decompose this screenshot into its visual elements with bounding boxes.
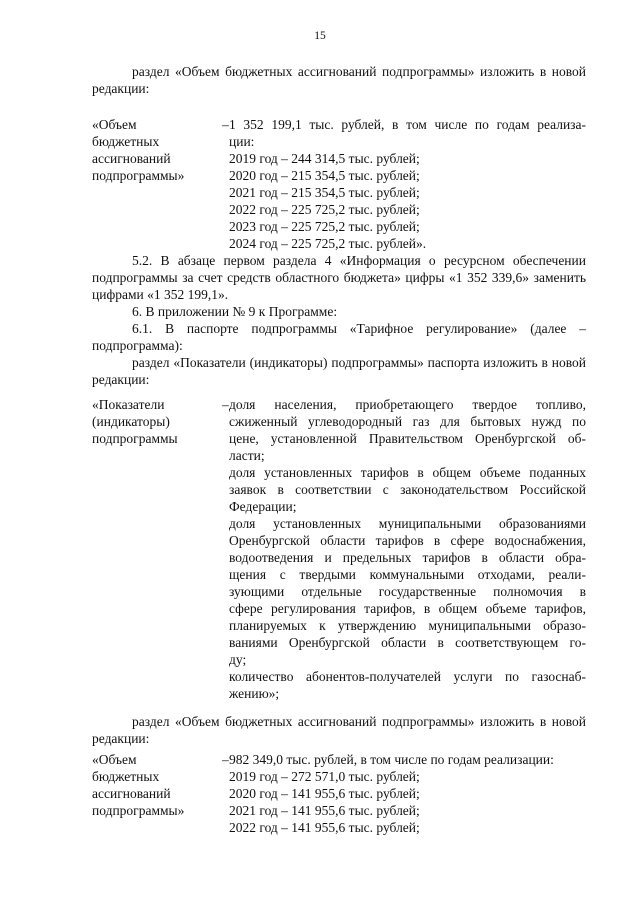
value-line: Оренбургской области тарифов в сфере водоснабжения, xyxy=(229,533,586,548)
value-line: заявок в соответствии с законодательством Российской xyxy=(229,482,586,497)
label-line: ассигнований xyxy=(92,786,171,801)
block-value xyxy=(229,751,586,836)
dash: – xyxy=(222,117,229,132)
value-line: ласти; xyxy=(229,448,265,463)
value-line: 2024 год – 225 725,2 тыс. рублей». xyxy=(229,236,427,251)
label-line: «Показатели xyxy=(92,397,165,412)
block-value xyxy=(229,396,586,702)
value-line: водоотведения и предельных тарифов в области обра- xyxy=(229,550,586,565)
value-line: доля установленных тарифов в общем объеме поданных xyxy=(229,465,586,480)
value-line: 2021 год – 215 354,5 тыс. рублей; xyxy=(229,185,420,200)
value-line: щения с твердыми коммунальными отходами, реали- xyxy=(229,567,586,582)
value-line: доля населения, приобретающего твердое топливо, xyxy=(229,397,586,412)
label-line: ассигнований xyxy=(92,151,171,166)
value-line: 2021 год – 141 955,6 тыс. рублей; xyxy=(229,803,420,818)
label-line: «Объем xyxy=(92,117,137,132)
label-line: подпрограммы» xyxy=(92,803,185,818)
value-line: ваниями Оренбургской области в соответствующем го- xyxy=(229,635,586,650)
paragraph-6: 6. В приложении № 9 к Программе: xyxy=(132,304,338,319)
value-line: цене, установленной Правительством Оренбургской об- xyxy=(229,431,586,446)
value-line: 982 349,0 тыс. рублей, в том числе по годам реализации: xyxy=(229,752,554,767)
label-line: бюджетных xyxy=(92,769,160,784)
paragraph-section-indicators: раздел «Показатели (индикаторы) подпрограммы» паспорта изложить в новой редакции: xyxy=(92,355,586,387)
paragraph-5-2: 5.2. В абзаце первом раздела 4 «Информация о ресурсном обеспечении подпрограммы за счет средств областного бюджета» цифры «1 352 339,6» заменить цифрами «1 352 199,1». xyxy=(92,253,586,302)
value-line: зующими отдельные государственные полномочия в xyxy=(229,584,586,599)
value-line: сжиженный углеводородный газ для бытовых нужд по xyxy=(229,414,586,429)
block-label xyxy=(92,116,212,184)
label-line: подпрограммы xyxy=(92,431,178,446)
block-value xyxy=(229,116,586,252)
value-line: количество абонентов-получателей услуги по газоснаб- xyxy=(229,669,586,684)
value-line: ду; xyxy=(229,652,247,667)
value-line: 2022 год – 141 955,6 тыс. рублей; xyxy=(229,820,420,835)
dash: – xyxy=(222,752,229,767)
value-line: 1 352 199,1 тыс. рублей, в том числе по годам реализа- xyxy=(229,117,586,132)
value-line: планируемых к утверждению муниципальными образо- xyxy=(229,618,586,633)
value-line: сфере регулирования тарифов, в общем объеме тарифов, xyxy=(229,601,586,616)
value-line: ции: xyxy=(229,134,255,149)
value-line: 2020 год – 215 354,5 тыс. рублей; xyxy=(229,168,420,183)
paragraph-6-1: 6.1. В паспорте подпрограммы «Тарифное регулирование» (далее – подпрограмма): xyxy=(92,321,586,353)
value-line: 2023 год – 225 725,2 тыс. рублей; xyxy=(229,219,420,234)
value-line: Федерации; xyxy=(229,499,297,514)
value-line: 2022 год – 225 725,2 тыс. рублей; xyxy=(229,202,420,217)
value-line: доля установленных муниципальными образованиями xyxy=(229,516,586,531)
label-line: «Объем xyxy=(92,752,137,767)
block-label xyxy=(92,396,212,447)
label-line: подпрограммы» xyxy=(92,168,185,183)
value-line: 2020 год – 141 955,6 тыс. рублей; xyxy=(229,786,420,801)
value-line: жению»; xyxy=(229,686,280,701)
value-line: 2019 год – 272 571,0 тыс. рублей; xyxy=(229,769,420,784)
page-number: 15 xyxy=(314,30,326,42)
paragraph-section-budget-2: раздел «Объем бюджетных ассигнований подпрограммы» изложить в новой редакции: xyxy=(92,714,586,746)
block-label xyxy=(92,751,212,819)
label-line: (индикаторы) xyxy=(92,414,170,429)
dash: – xyxy=(222,397,229,412)
value-line: 2019 год – 244 314,5 тыс. рублей; xyxy=(229,151,420,166)
paragraph-section-budget-1: раздел «Объем бюджетных ассигнований подпрограммы» изложить в новой редакции: xyxy=(92,64,586,96)
label-line: бюджетных xyxy=(92,134,160,149)
